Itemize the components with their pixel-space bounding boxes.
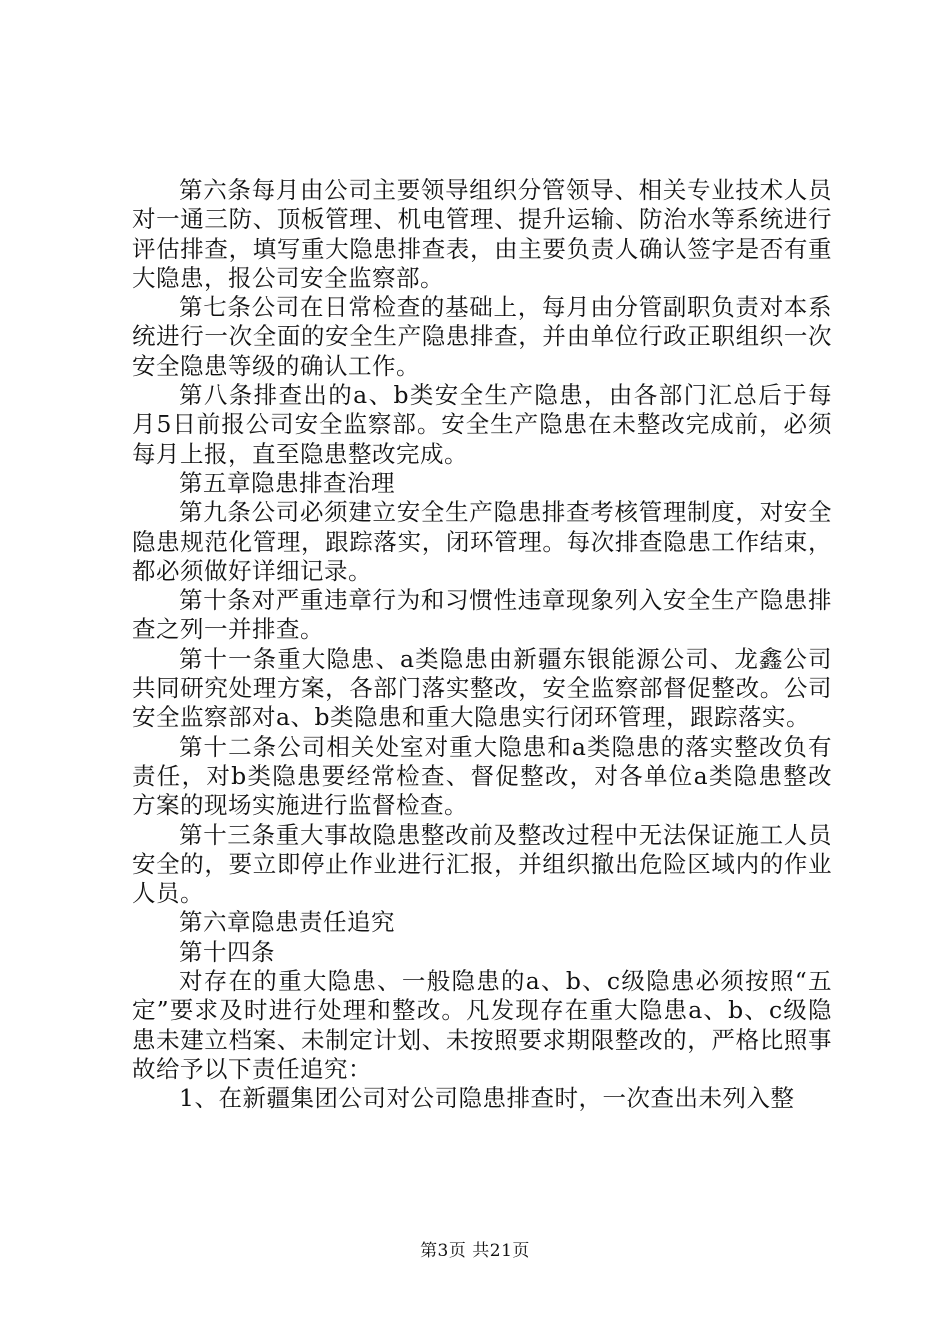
article-13-paragraph: 第十三条重大事故隐患整改前及整改过程中无法保证施工人员安全的，要立即停止作业进行汇报，并组织撤出危险区域内的作业人员。 <box>132 820 832 908</box>
item-1-paragraph: 1、在新疆集团公司对公司隐患排查时，一次查出未列入整 <box>179 1084 795 1113</box>
article-11-paragraph: 第十一条重大隐患、a类隐患由新疆东银能源公司、龙鑫公司共同研究处理方案，各部门落实整改，安全监察部督促整改。公司安全监察部对a、b类隐患和重大隐患实行闭环管理，跟踪落实。 <box>132 644 832 732</box>
chapter-6-heading: 第六章隐患责任追究 <box>179 908 395 937</box>
document-body <box>132 176 832 1114</box>
article-14-heading: 第十四条 <box>179 937 275 966</box>
article-9-paragraph: 第九条公司必须建立安全生产隐患排查考核管理制度，对安全隐患规范化管理，跟踪落实，闭环管理。每次排查隐患工作结束，都必须做好详细记录。 <box>132 498 832 585</box>
article-8-paragraph: 第八条排查出的a、b类安全生产隐患，由各部门汇总后于每月5日前报公司安全监察部。安全生产隐患在未整改完成前，必须每月上报，直至隐患整改完成。 <box>132 381 832 468</box>
chapter-5-heading: 第五章隐患排查治理 <box>179 468 395 497</box>
article-10-paragraph: 第十条对严重违章行为和习惯性违章现象列入安全生产隐患排查之列一并排查。 <box>132 586 832 644</box>
article-12-paragraph: 第十二条公司相关处室对重大隐患和a类隐患的落实整改负有责任，对b类隐患要经常检查、督促整改，对各单位a类隐患整改方案的现场实施进行监督检查。 <box>132 732 832 820</box>
article-6-paragraph: 第六条每月由公司主要领导组织分管领导、相关专业技术人员对一通三防、顶板管理、机电管理、提升运输、防治水等系统进行评估排查，填写重大隐患排查表，由主要负责人确认签字是否有重大隐患，报公司安全监察部。 <box>132 176 832 292</box>
article-14-paragraph: 对存在的重大隐患、一般隐患的a、b、c级隐患必须按照“五定”要求及时进行处理和整改。凡发现存在重大隐患a、b、c级隐患未建立档案、未制定计划、未按照要求期限整改的，严格比照事故给予以下责任追究： <box>132 967 832 1083</box>
article-7-paragraph: 第七条公司在日常检查的基础上，每月由分管副职负责对本系统进行一次全面的安全生产隐患排查，并由单位行政正职组织一次安全隐患等级的确认工作。 <box>132 293 832 380</box>
page-footer: 第3页 共21页 <box>420 1241 530 1261</box>
